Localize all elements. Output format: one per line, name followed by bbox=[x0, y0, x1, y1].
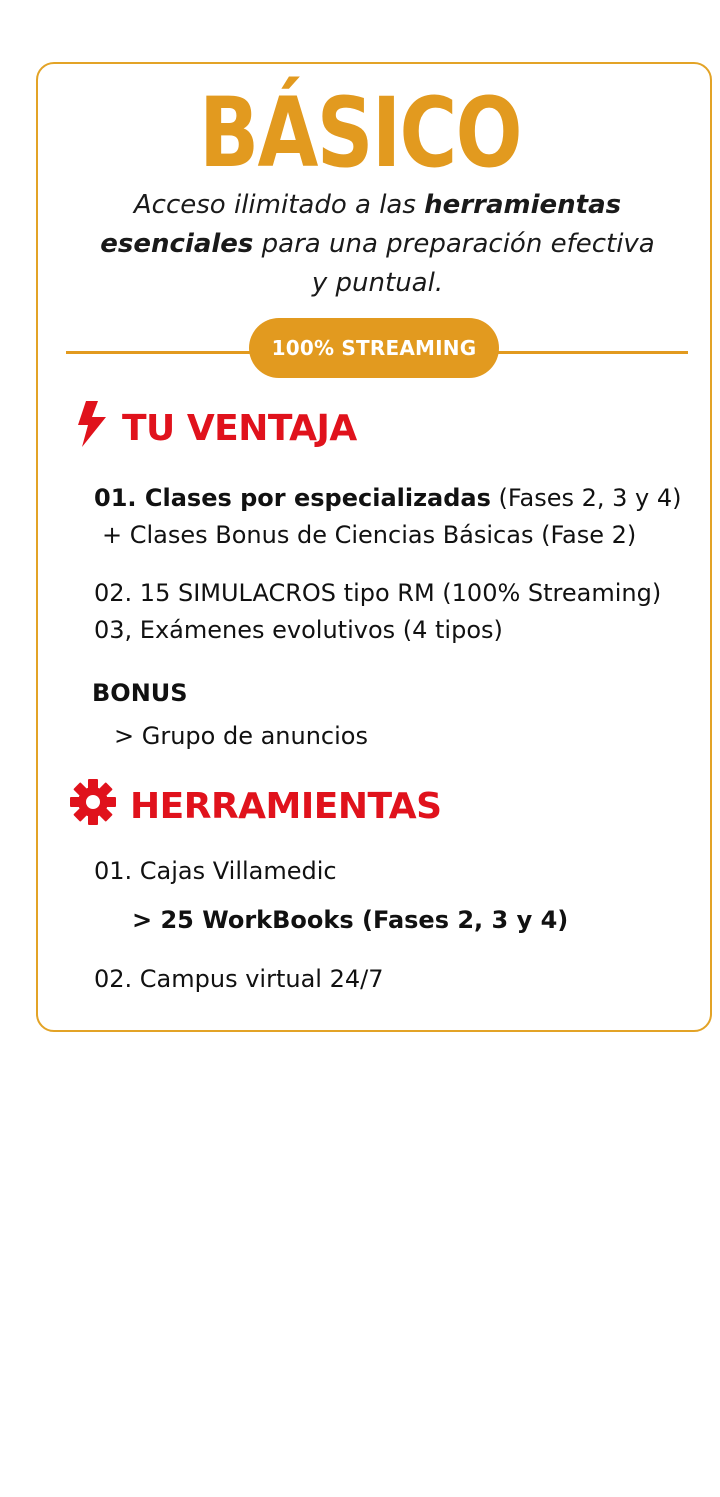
gear-icon bbox=[70, 779, 116, 834]
ventaja-heading bbox=[76, 402, 357, 454]
plan-title: BÁSICO bbox=[199, 77, 521, 189]
ventaja-item-1-rest: (Fases 2, 3 y 4) bbox=[490, 484, 682, 512]
ventaja-heading-label: TU VENTAJA bbox=[122, 407, 357, 449]
subtitle-text-start: Acceso ilimitado a las bbox=[133, 190, 425, 220]
bonus-item: > Grupo de anuncios bbox=[114, 722, 368, 750]
subtitle-emphasis: herramientas esenciales bbox=[100, 190, 622, 259]
herramientas-item-1: 01. Cajas Villamedic bbox=[94, 857, 337, 885]
plan-subtitle bbox=[90, 186, 665, 303]
bonus-label: BONUS bbox=[92, 679, 188, 707]
divider-left bbox=[66, 351, 256, 354]
herramientas-heading-label: HERRAMIENTAS bbox=[130, 785, 442, 827]
streaming-badge: 100% STREAMING bbox=[249, 318, 499, 378]
ventaja-item-1-sub: + Clases Bonus de Ciencias Básicas (Fase 2) bbox=[102, 521, 637, 549]
lightning-bolt-icon bbox=[76, 399, 108, 458]
ventaja-item-1 bbox=[94, 483, 682, 513]
subtitle-text-end: para una preparación efectiva y puntual. bbox=[253, 229, 655, 298]
herramientas-item-1-sub: > 25 WorkBooks (Fases 2, 3 y 4) bbox=[132, 906, 569, 934]
divider-right bbox=[495, 351, 688, 354]
ventaja-item-3: 03, Exámenes evolutivos (4 tipos) bbox=[94, 616, 503, 644]
herramientas-heading bbox=[70, 779, 442, 833]
ventaja-item-2: 02. 15 SIMULACROS tipo RM (100% Streaming) bbox=[94, 579, 662, 607]
herramientas-item-2: 02. Campus virtual 24/7 bbox=[94, 965, 384, 993]
ventaja-item-1-bold: 01. Clases por especializadas bbox=[94, 484, 491, 512]
